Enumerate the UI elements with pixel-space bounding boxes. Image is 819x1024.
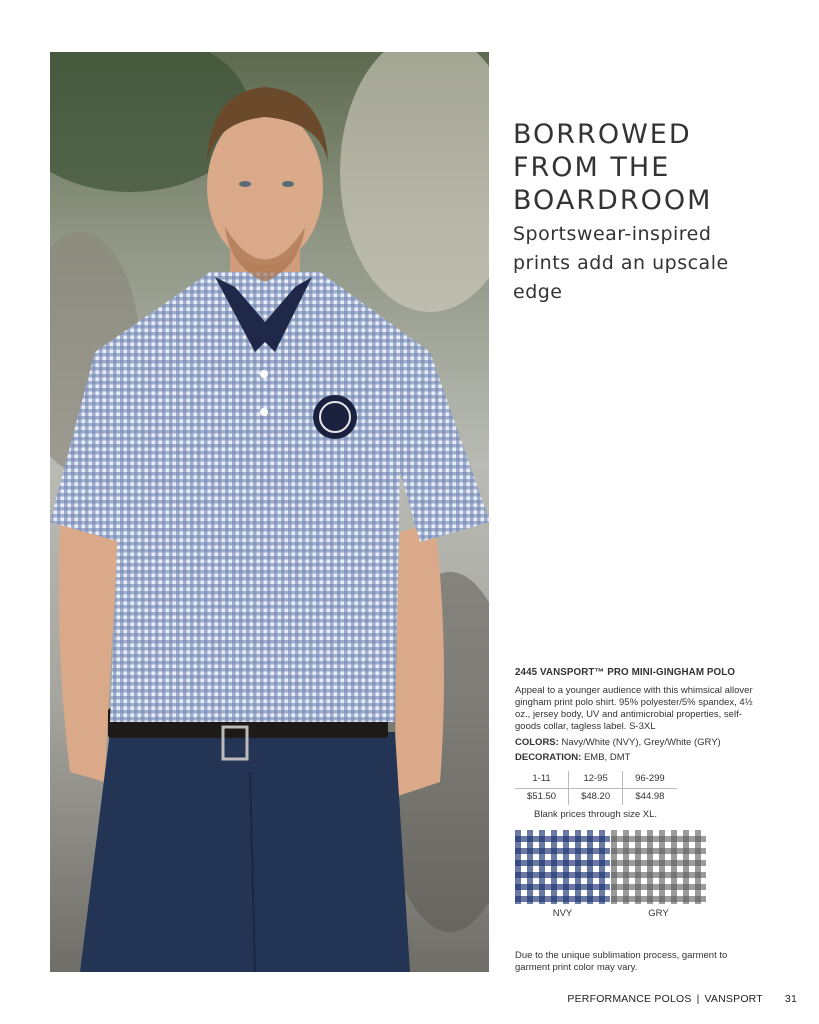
- headline-line-1: BORROWED: [513, 119, 692, 150]
- headline-line-3: BOARDROOM: [513, 185, 713, 216]
- decoration-value: EMB, DMT: [583, 752, 631, 763]
- footer-separator: |: [696, 993, 700, 1005]
- swatch-grey: [611, 830, 706, 904]
- footer-brand: VANSPORT: [704, 993, 763, 1005]
- swatch-navy: [515, 830, 610, 904]
- swatch-label-navy: NVY: [552, 908, 573, 919]
- colors-row: [515, 737, 765, 749]
- product-info: [515, 667, 765, 821]
- headline-line-2: FROM THE: [513, 152, 671, 183]
- colors-value: Navy/White (NVY), Grey/White (GRY): [561, 737, 721, 748]
- subheadline-line-3: edge: [513, 281, 563, 303]
- subheadline-line-1: Sportswear-inspired: [513, 223, 712, 245]
- product-description: Appeal to a younger audience with this whimsical allover gingham print polo shirt. 95% polyester/5% spandex, 4½ oz., jersey body, UV and antimicrobial properties, self-goods collar, tagless label. S-3XL: [515, 685, 753, 732]
- subheadline: [513, 220, 803, 307]
- sublimation-note: Due to the unique sublimation process, garment to garment print color may vary.: [515, 950, 728, 973]
- price-tier-row: [515, 771, 677, 789]
- price-note: Blank prices through size XL.: [534, 809, 658, 820]
- swatch-label-grey: GRY: [648, 908, 669, 919]
- subheadline-line-2: prints add an upscale: [513, 252, 729, 274]
- decoration-label: DECORATION:: [515, 752, 582, 763]
- page-number: 31: [784, 993, 797, 1005]
- model-illustration: [50, 52, 489, 972]
- colors-label: COLORS:: [515, 737, 559, 748]
- price-value: $51.50: [527, 791, 557, 802]
- price-value: $48.20: [569, 789, 623, 806]
- price-tier: 12-95: [569, 771, 623, 789]
- price-table: [515, 771, 677, 805]
- footer-section: PERFORMANCE POLOS: [567, 993, 692, 1005]
- page-footer: [567, 993, 797, 1005]
- decoration-row: [515, 752, 765, 764]
- product-title: 2445 VANSPORT™ PRO MINI-GINGHAM POLO: [515, 667, 736, 678]
- product-photo: [50, 52, 489, 972]
- price-value: $44.98: [623, 789, 677, 806]
- headline: [513, 118, 803, 217]
- price-tier: 1-11: [515, 771, 569, 789]
- price-value-row: [515, 789, 677, 806]
- price-tier: 96-299: [623, 771, 677, 789]
